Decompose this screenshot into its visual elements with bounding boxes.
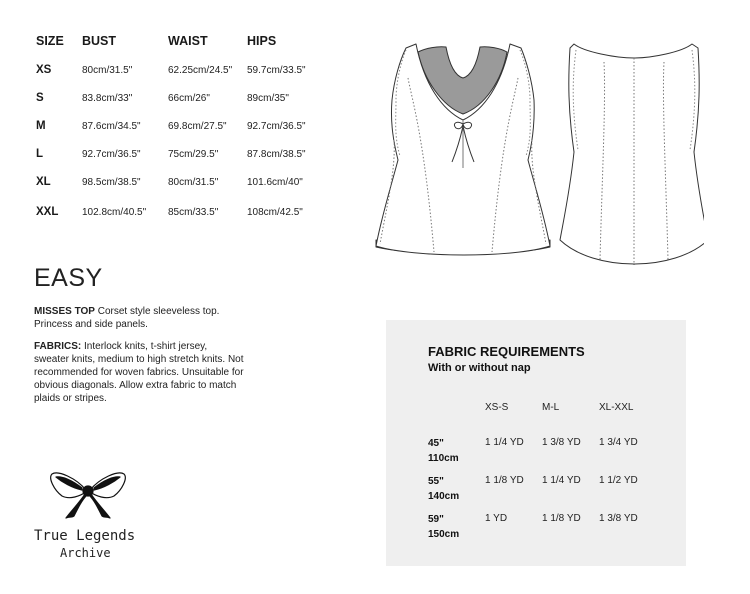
bust-value: 102.8cm/40.5" <box>82 207 147 218</box>
logo-title: True Legends <box>34 528 136 544</box>
fabric-requirements-panel <box>386 320 686 566</box>
size-label: M <box>36 120 46 132</box>
yardage-value: 1 1/8 YD <box>485 475 524 486</box>
yardage-value: 1 1/2 YD <box>599 475 638 486</box>
size-label: XL <box>36 176 51 188</box>
size-row <box>36 176 356 192</box>
bust-value: 83.8cm/33" <box>82 93 133 104</box>
size-label: XXL <box>36 206 59 218</box>
width-inches: 45" <box>428 438 444 449</box>
size-row <box>36 92 356 108</box>
size-row <box>36 64 356 80</box>
width-cm: 140cm <box>428 491 460 502</box>
size-label: S <box>36 92 44 104</box>
waist-value: 85cm/33.5" <box>168 207 219 218</box>
column-m-l: M-L <box>542 402 560 413</box>
fabric-requirements-title: FABRIC REQUIREMENTS <box>428 344 585 359</box>
hips-header: HIPS <box>247 34 277 48</box>
size-row <box>36 148 356 164</box>
front-view-sketch <box>376 44 550 255</box>
waist-value: 66cm/26" <box>168 93 210 104</box>
back-view-sketch <box>560 44 704 265</box>
back-body <box>560 44 704 264</box>
width-inches: 55" <box>428 476 444 487</box>
bust-header: BUST <box>82 34 117 48</box>
size-row <box>36 120 356 136</box>
fabric-width-label <box>428 474 459 504</box>
hips-value: 59.7cm/33.5" <box>247 65 306 76</box>
waist-value: 69.8cm/27.5" <box>168 121 227 132</box>
waist-header: WAIST <box>168 34 208 48</box>
waist-value: 62.25cm/24.5" <box>168 65 233 76</box>
size-label: XS <box>36 64 52 76</box>
waist-value: 75cm/29.5" <box>168 149 219 160</box>
fabrics-text: Interlock knits, t-shirt jersey, sweater knits, medium to high stretch knits. Not recommended for woven fabrics. Unsuitable for obvious diagonals. Allow extra fabric to match plaids or stripes. <box>34 341 244 404</box>
fabrics-description <box>34 340 244 405</box>
width-inches: 59" <box>428 514 444 525</box>
fabric-requirements-subtitle: With or without nap <box>428 362 531 374</box>
yardage-value: 1 1/4 YD <box>485 437 524 448</box>
hips-value: 108cm/42.5" <box>247 207 303 218</box>
hips-value: 89cm/35" <box>247 93 289 104</box>
bust-value: 80cm/31.5" <box>82 65 133 76</box>
misses-top-description <box>34 305 244 331</box>
misses-top-label: MISSES TOP <box>34 306 95 317</box>
yardage-value: 1 1/4 YD <box>542 475 581 486</box>
yardage-value: 1 3/8 YD <box>542 437 581 448</box>
bust-value: 87.6cm/34.5" <box>82 121 141 132</box>
misses-top-text: Corset style sleeveless top. Princess and side panels. <box>34 306 220 330</box>
logo-subtitle: Archive <box>60 546 111 560</box>
fabrics-label: FABRICS: <box>34 341 82 352</box>
width-cm: 110cm <box>428 453 459 464</box>
difficulty-label: EASY <box>34 264 103 292</box>
bust-value: 98.5cm/38.5" <box>82 177 141 188</box>
fabric-width-label <box>428 436 459 466</box>
yardage-value: 1 1/8 YD <box>542 513 581 524</box>
bust-value: 92.7cm/36.5" <box>82 149 141 160</box>
bow-logo-icon <box>48 468 128 520</box>
yardage-value: 1 YD <box>485 513 508 524</box>
yardage-value: 1 3/8 YD <box>599 513 638 524</box>
hips-value: 101.6cm/40" <box>247 177 303 188</box>
size-header: SIZE <box>36 34 64 48</box>
hips-value: 87.8cm/38.5" <box>247 149 306 160</box>
column-xl-xxl: XL-XXL <box>599 402 634 413</box>
yardage-value: 1 3/4 YD <box>599 437 638 448</box>
waist-value: 80cm/31.5" <box>168 177 219 188</box>
hips-value: 92.7cm/36.5" <box>247 121 306 132</box>
size-label: L <box>36 148 44 160</box>
fabric-width-label <box>428 512 459 542</box>
size-row <box>36 206 356 222</box>
garment-sketches <box>364 40 704 275</box>
column-xs-s: XS-S <box>485 402 509 413</box>
width-cm: 150cm <box>428 529 460 540</box>
size-chart-header-row <box>36 34 356 50</box>
